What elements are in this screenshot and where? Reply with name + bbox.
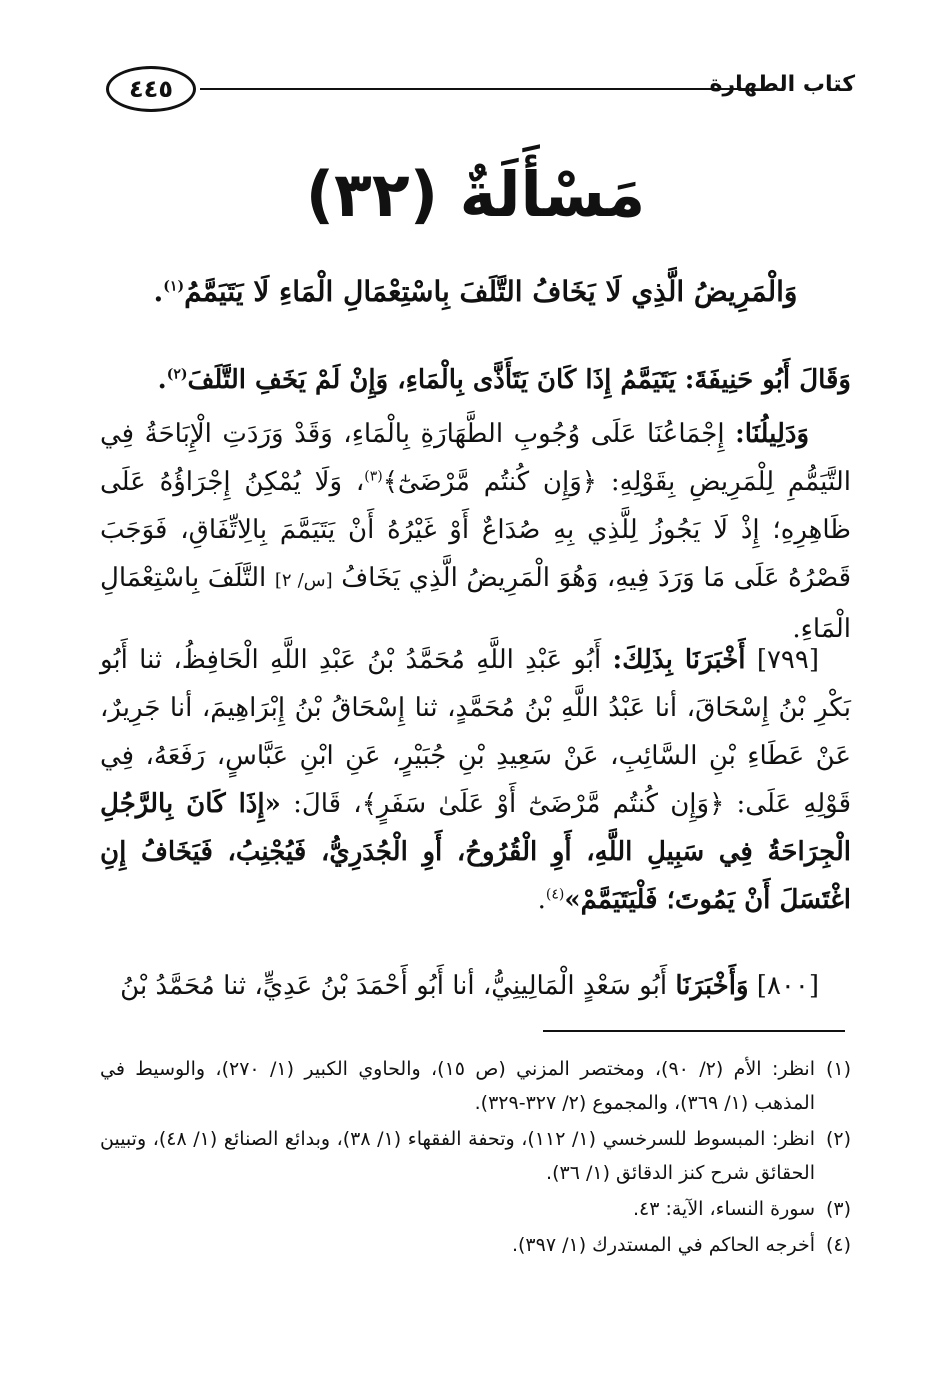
hadith-number: [٧٩٩]	[756, 645, 820, 675]
evidence-text-a: إِجْمَاعُنَا عَلَى وُجُوبِ الطَّهَارَةِ بِالْمَاءِ، وَقَدْ وَرَدَتِ الْإِبَاحَةُ فِي التَّيَمُّمِ لِلْمَرِيضِ بِقَوْلِهِ:	[100, 419, 852, 497]
footnote-ref: (٣)	[364, 468, 383, 485]
footnote-item	[100, 1122, 851, 1190]
footnote-text: انظر: المبسوط للسرخسي (١/ ١١٢)، وتحفة الفقهاء (١/ ٣٨)، وبدائع الصنائع (١/ ٤٨)، وتبيين الحقائق شرح كنز الدقائق (١/ ٣٦).	[100, 1128, 815, 1184]
hadith-lead: أَخْبَرَنَا بِذَلِكَ:	[612, 645, 746, 675]
footnote-number: (٣)	[825, 1198, 851, 1220]
header-rule	[200, 88, 747, 90]
footnote-item	[100, 1052, 851, 1120]
abu-hanifa-paragraph	[100, 356, 851, 404]
evidence-text-b: ، وَلَا يُمْكِنُ إِجْرَاؤُهُ عَلَى ظَاهِرِهِ؛ إِذْ لَا يَجُوزُ لِلَّذِي بِهِ صُدَاعٌ أَوْ غَيْرُهُ أَنْ يَتَيَمَّمَ بِالِاتِّفَاقِ، فَوَجَبَ قَصْرُهُ عَلَى مَا وَرَدَ فِيهِ، وَهُوَ الْمَرِيضُ الَّذِي يَخَافُ	[100, 467, 852, 593]
footnote-number: (٢)	[825, 1128, 851, 1150]
footnote-item	[100, 1192, 851, 1226]
footnote-ref: (٤)	[545, 886, 565, 903]
hadith-said: ، قَالَ:	[293, 789, 362, 819]
footnote-text: انظر: الأم (٢/ ٩٠)، ومختصر المزني (ص ١٥)، والحاوي الكبير (١/ ٢٧٠)، والوسيط في المذهب (١/ ٣٦٩)، والمجموع (٢/ ٣٢٧-٣٢٩).	[100, 1058, 815, 1114]
hadith-number: [٨٠٠]	[756, 971, 819, 1001]
footnote-separator	[543, 1030, 845, 1032]
evidence-lead: وَدَلِيلُنَا:	[735, 419, 810, 449]
hadith-800-paragraph	[100, 962, 851, 1010]
page-header	[100, 66, 855, 112]
evidence-text-c: التَّلَفَ بِاسْتِعْمَالِ الْمَاءِ.	[100, 563, 851, 644]
running-title: كتاب الطهارة	[709, 72, 855, 97]
sentence-end: .	[537, 885, 546, 915]
evidence-paragraph	[100, 410, 851, 653]
footnote-number: (١)	[825, 1058, 851, 1080]
issue-statement-text: وَالْمَرِيضُ الَّذِي لَا يَخَافُ التَّلَفَ بِاسْتِعْمَالِ الْمَاءِ لَا يَتَيَمَّمُ	[184, 275, 798, 308]
issue-statement: وَالْمَرِيضُ الَّذِي لَا يَخَافُ التَّلَفَ بِاسْتِعْمَالِ الْمَاءِ لَا يَتَيَمَّمُ$^{(١)}$.	[153, 275, 798, 308]
footnotes	[100, 1052, 851, 1264]
footnote-number: (٤)	[825, 1234, 851, 1256]
abu-hanifa-text: وَقَالَ أَبُو حَنِيفَةَ: يَتَيَمَّمُ إِذَا كَانَ يَتَأَذَّى بِالْمَاءِ، وَإِنْ لَمْ يَخَفِ التَّلَفَ	[187, 365, 851, 395]
hadith-chain: أَبُو عَبْدِ اللَّهِ مُحَمَّدُ بْنُ عَبْدِ اللَّهِ الْحَافِظُ، ثنا أَبُو بَكْرِ بْنُ إِسْحَاقَ، أنا عَبْدُ اللَّهِ بْنُ مُحَمَّدٍ، ثنا إِسْحَاقُ بْنُ إِبْرَاهِيمَ، أنا جَرِيرٌ، عَنْ عَطَاءِ بْنِ السَّائِبِ، عَنْ سَعِيدِ بْنِ جُبَيْرٍ، عَنِ ابْنِ عَبَّاسٍ، رَفَعَهُ، فِي قَوْلِهِ عَلَى:	[100, 645, 852, 819]
hadith-chain: أَبُو سَعْدٍ الْمَالِينِيُّ، أنا أَبُو أَحْمَدَ بْنُ عَدِيٍّ، ثنا مُحَمَّدُ بْنُ	[120, 971, 668, 1001]
footnote-text: أخرجه الحاكم في المستدرك (١/ ٣٩٧).	[511, 1234, 815, 1256]
footnote-item	[100, 1228, 851, 1262]
hadith-matn: «إِذَا كَانَ بِالرَّجُلِ الْجِرَاحَةُ فِي سَبِيلِ اللَّهِ، أَوِ الْقُرُوحُ، أَوِ الْجُدَرِيُّ، فَيُجْنِبُ، فَيَخَافُ إِنِ اغْتَسَلَ أَنْ يَمُوتَ؛ فَلْيَتَيَمَّمْ»	[100, 789, 851, 915]
quran-verse: ﴿وَإِن كُنتُم مَّرْضَىٰٓ﴾	[382, 467, 598, 497]
quran-verse: ﴿وَإِن كُنتُم مَّرْضَىٰٓ أَوْ عَلَىٰ سَفَرٍ﴾	[361, 789, 725, 819]
footnote-ref: (١)	[163, 278, 185, 295]
manuscript-marker: [س/ ٢]	[274, 570, 333, 591]
page-number: ٤٤٥	[106, 66, 196, 112]
issue-title: مَسْأَلَةٌ (٣٢)	[305, 158, 646, 231]
sentence-end: .	[157, 365, 167, 395]
footnote-ref: (٢)	[166, 366, 188, 383]
footnote-text: سورة النساء، الآية: ٤٣.	[632, 1198, 815, 1220]
hadith-lead: وَأَخْبَرَنَا	[675, 971, 749, 1001]
hadith-799-paragraph	[100, 636, 851, 924]
